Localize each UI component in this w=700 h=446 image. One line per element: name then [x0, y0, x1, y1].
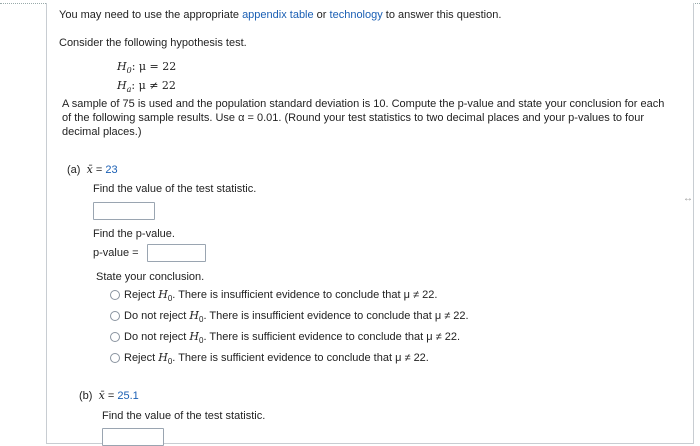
part-a-xbar-value: 23 [105, 164, 118, 176]
option-4-radio[interactable] [110, 353, 120, 363]
conclusion-prompt: State your conclusion. [96, 271, 205, 283]
part-a-test-stat-prompt: Find the value of the test statistic. [93, 183, 257, 195]
part-a-test-stat-input[interactable] [93, 202, 155, 220]
option-2-radio[interactable] [110, 311, 120, 321]
option-3-radio[interactable] [110, 332, 120, 342]
null-hypothesis: $H_0$: μ = 22 [117, 60, 177, 75]
part-b-header: (b) x̄ = 25.1 [79, 389, 139, 402]
part-a-pvalue-input[interactable] [147, 244, 206, 262]
part-b-test-stat-input[interactable] [102, 428, 164, 446]
option-3-label[interactable]: Do not reject $H_0$. There is sufficient evidence to conclude that μ ≠ 22. [124, 330, 461, 345]
appendix-table-link[interactable]: appendix table [242, 9, 314, 21]
part-b-xbar-value: 25.1 [117, 390, 139, 402]
part-a-header: (a) x̄ = 23 [67, 163, 118, 176]
alternative-hypothesis: $H_a$: μ ≠ 22 [117, 79, 176, 94]
consider-text: Consider the following hypothesis test. [59, 37, 247, 49]
option-4-label[interactable]: Reject $H_0$. There is sufficient evidence to conclude that μ ≠ 22. [124, 351, 429, 366]
option-2-label[interactable]: Do not reject $H_0$. There is insufficient evidence to conclude that μ ≠ 22. [124, 309, 469, 324]
option-1-radio[interactable] [110, 290, 120, 300]
option-1-label[interactable]: Reject $H_0$. There is insufficient evidence to conclude that μ ≠ 22. [124, 288, 438, 303]
part-a-pvalue-prompt: Find the p-value. [93, 228, 175, 240]
right-arrow-icon: ↔ [683, 193, 693, 204]
technology-link[interactable]: technology [329, 9, 383, 21]
pvalue-label: p-value = [93, 247, 139, 259]
intro-text: You may need to use the appropriate appendix table or technology to answer this question. [59, 9, 502, 21]
problem-text: A sample of 75 is used and the population standard deviation is 10. Compute the p-value and state your conclusion for each of the following sample results. Use α = 0.01. (Round your test statistics to two decimal places and your p-values to four decimal places.) [62, 98, 665, 138]
part-b-test-stat-prompt: Find the value of the test statistic. [102, 410, 266, 422]
